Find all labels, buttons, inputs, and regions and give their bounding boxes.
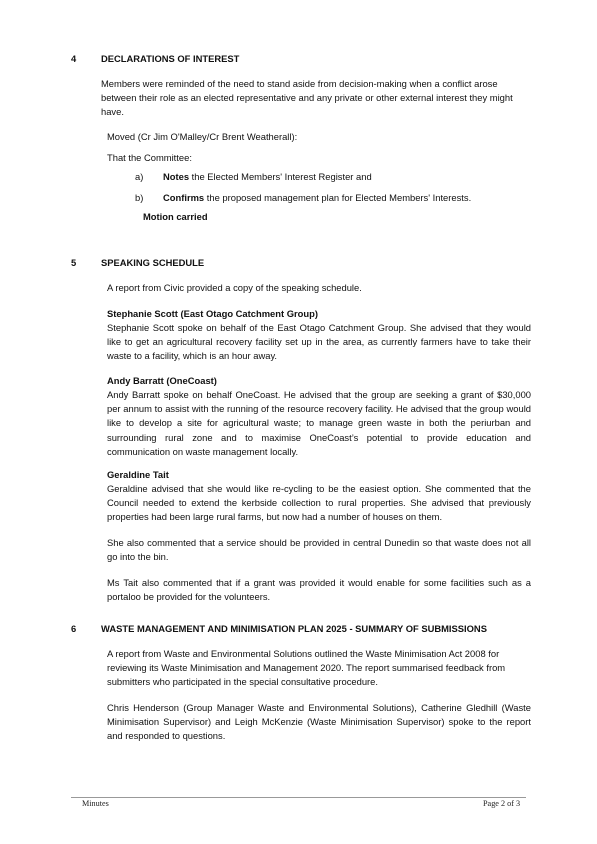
list-item-a-text: the Elected Members' Interest Register and [189, 171, 372, 182]
speaker-3-name: Geraldine Tait [107, 469, 169, 480]
speaker-1-text: Stephanie Scott spoke on behalf of the East Otago Catchment Group. She advised that they would like to get an agricultural recovery facility set up in the area, as currently farmers have to take their waste to a facility, which is an hour away. [107, 322, 531, 362]
section-5-title: SPEAKING SCHEDULE [101, 257, 205, 268]
list-item-a-bold: Notes [163, 171, 190, 182]
speaker-3-text-3: Ms Tait also commented that if a grant was provided it would enable for some facilities such as a portaloo be provided for the volunteers. [107, 577, 531, 603]
section-5-number: 5 [71, 257, 77, 268]
speaker-1-name: Stephanie Scott (East Otago Catchment Group) [107, 308, 318, 319]
footer-divider [71, 797, 526, 798]
section-4-paragraph: Members were reminded of the need to stand aside from decision-making when a conflict arose between their role as an elected representative and any private or other external interest they might have. [101, 78, 513, 118]
footer-left: Minutes [82, 799, 109, 808]
speaker-2-name: Andy Barratt (OneCoast) [107, 375, 217, 386]
section-6-number: 6 [71, 623, 77, 634]
list-item-b-text: the proposed management plan for Elected Members' Interests. [204, 192, 472, 203]
list-item-b-bold: Confirms [163, 192, 205, 203]
speaker-2-text: Andy Barratt spoke on behalf OneCoast. He advised that the group are seeking a grant of $30,000 per annum to assist with the running of the resource recovery facility. He advised that the group would like to develop a site for agricultural waste; to manage green waste in both the periurban and surrounding rural zone and to maximise OneCoast’s potential to provide education and communication on waste management locally. [107, 389, 531, 457]
section-4-title: DECLARATIONS OF INTEREST [101, 53, 240, 64]
that-committee-line: That the Committee: [107, 152, 192, 163]
list-marker-a: a) [135, 171, 144, 182]
motion-carried: Motion carried [143, 211, 208, 222]
list-item-a [163, 171, 372, 182]
footer-page-number: Page 2 of 3 [483, 799, 521, 808]
section-6-paragraph-1: A report from Waste and Environmental Solutions outlined the Waste Minimisation Act 2008 for reviewing its Waste Minimisation and Management 2020. The report summarised feedback from submitters who participated in the special consultative procedure. [107, 648, 506, 688]
section-6-title: WASTE MANAGEMENT AND MINIMISATION PLAN 2025 - SUMMARY OF SUBMISSIONS [101, 623, 487, 634]
list-item-b [163, 192, 471, 203]
section-6-paragraph-2: Chris Henderson (Group Manager Waste and Environmental Solutions), Catherine Gledhill (Waste Minimisation Supervisor) and Leigh McKenzie (Waste Minimisation Supervisor) spoke to the report and responded to questions. [107, 702, 531, 742]
section-4-number: 4 [71, 53, 77, 64]
moved-line: Moved (Cr Jim O'Malley/Cr Brent Weatherall): [107, 131, 298, 142]
speaker-3-text: Geraldine advised that she would like re-cycling to be the easiest option. She commented that the Council needed to extend the kerbside collection to rural properties. She advised that previously properties had been large rural farms, but now had a number of houses on them. [107, 483, 531, 523]
list-marker-b: b) [135, 192, 144, 203]
speaker-3-text-2: She also commented that a service should be provided in central Dunedin so that waste does not all go into the bin. [107, 537, 531, 563]
section-5-intro: A report from Civic provided a copy of the speaking schedule. [107, 282, 362, 293]
